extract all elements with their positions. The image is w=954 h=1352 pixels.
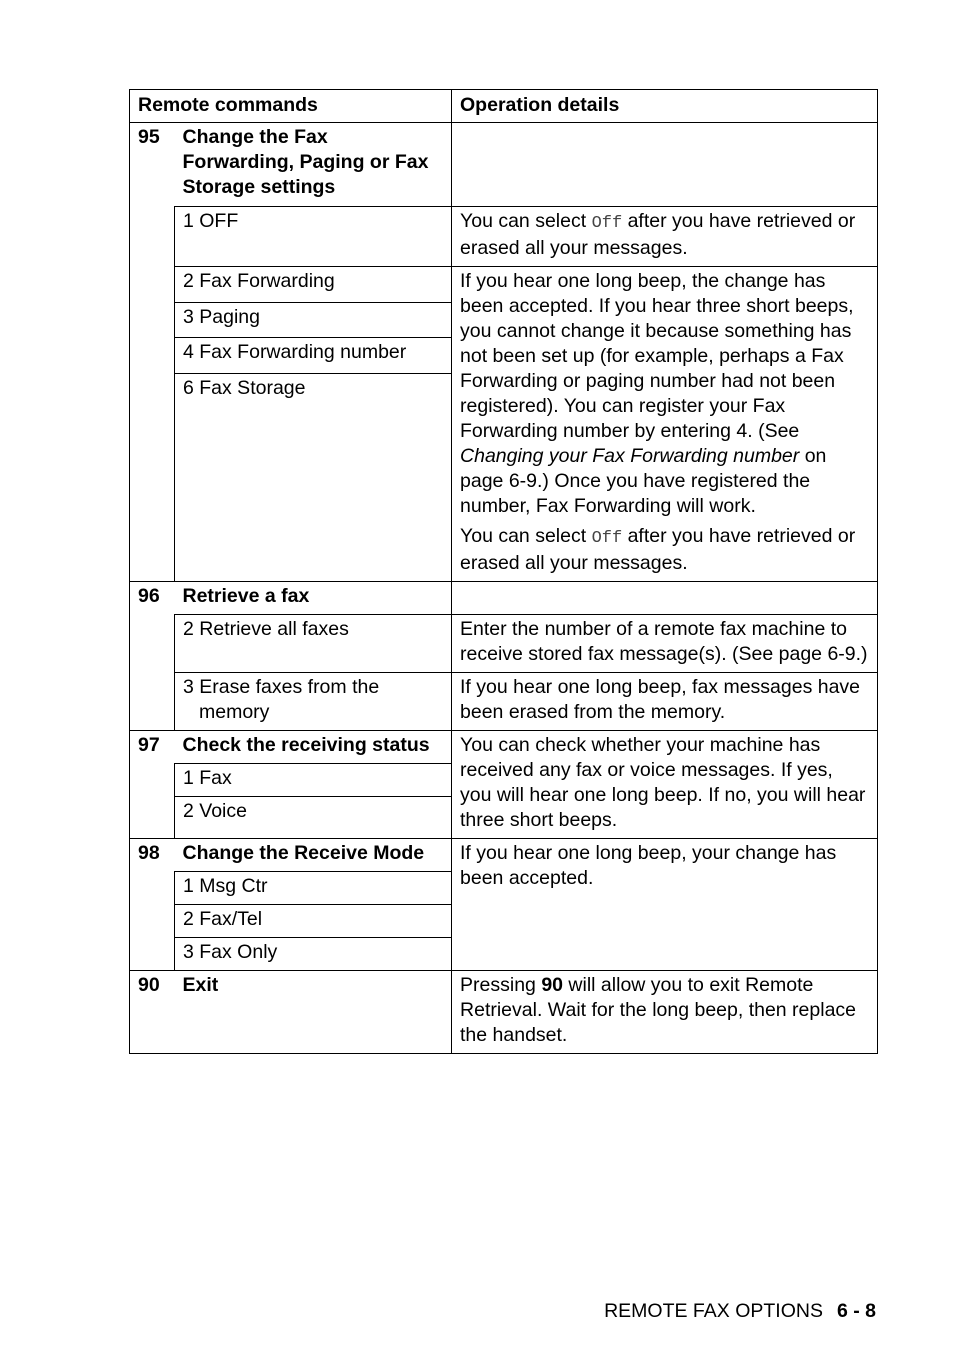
footer-page-number: 6 - 8 [836,1300,876,1322]
command-title-90: Exit [175,971,452,1054]
sub-command-voice: 2 Voice [175,797,452,839]
table-row [130,123,878,207]
footer-section-title: REMOTE FAX OPTIONS [604,1300,823,1322]
header-remote-commands: Remote commands [130,90,452,123]
table-row [130,582,878,615]
empty-detail-cell [452,123,878,207]
page-footer [604,1300,876,1323]
sub-command-msg-ctr: 1 Msg Ctr [175,872,452,905]
table-row [130,207,878,267]
table-row [130,673,878,731]
table-row [130,615,878,673]
detail-receiving-status: You can check whether your machine has received any fax or voice messages. If yes, you will hear one long beep. If no, you will hear three short beeps. [452,731,878,839]
sub-command-fax: 1 Fax [175,764,452,797]
sub-command-fax-forwarding: 2 Fax Forwarding [175,267,452,303]
detail-receive-mode: If you hear one long beep, your change has been accepted. [452,839,878,971]
remote-commands-table [129,89,878,1054]
table-row [130,971,878,1054]
table-header-row [130,90,878,123]
table-row [130,267,878,303]
table-row [130,731,878,764]
detail-exit: Pressing 90 will allow you to exit Remote Retrieval. Wait for the long beep, then replace the handset. [452,971,878,1054]
command-number-95: 95 [130,123,175,582]
command-title-98: Change the Receive Mode [175,839,452,872]
detail-erase-faxes: If you hear one long beep, fax messages have been erased from the memory. [452,673,878,731]
sub-command-fax-storage: 6 Fax Storage [175,374,452,582]
sub-command-retrieve-all: 2 Retrieve all faxes [175,615,452,673]
command-number-98: 98 [130,839,175,971]
command-title-97: Check the receiving status [175,731,452,764]
command-title-96: Retrieve a fax [175,582,452,615]
detail-fax-forwarding: If you hear one long beep, the change has been accepted. If you hear three short beeps, you cannot change it because something has not been set up (for example, perhaps a Fax Forwarding or paging number had not been registered). You can register your Fax Forwarding number by entering 4. (See Changing your Fax Forwarding number on page 6-9.) Once you have registered the number, Fax Forwarding will work. You can select Off after you have retrieved or erased all your messages. [452,267,878,582]
command-number-90: 90 [130,971,175,1054]
sub-command-fax-forwarding-number: 4 Fax Forwarding number [175,338,452,374]
table-row [130,839,878,872]
command-number-96: 96 [130,582,175,731]
sub-command-erase-faxes: 3 Erase faxes from the memory [175,673,452,731]
empty-detail-cell [452,582,878,615]
sub-command-fax-only: 3 Fax Only [175,938,452,971]
sub-command-off: 1 OFF [175,207,452,267]
command-number-97: 97 [130,731,175,839]
detail-retrieve-all: Enter the number of a remote fax machine to receive stored fax message(s). (See page 6-9.) [452,615,878,673]
sub-command-paging: 3 Paging [175,302,452,338]
sub-command-fax-tel: 2 Fax/Tel [175,905,452,938]
command-title-95: Change the Fax Forwarding, Paging or Fax Storage settings [175,123,452,207]
detail-off: You can select Off after you have retrieved or erased all your messages. [452,207,878,267]
header-operation-details: Operation details [452,90,878,123]
